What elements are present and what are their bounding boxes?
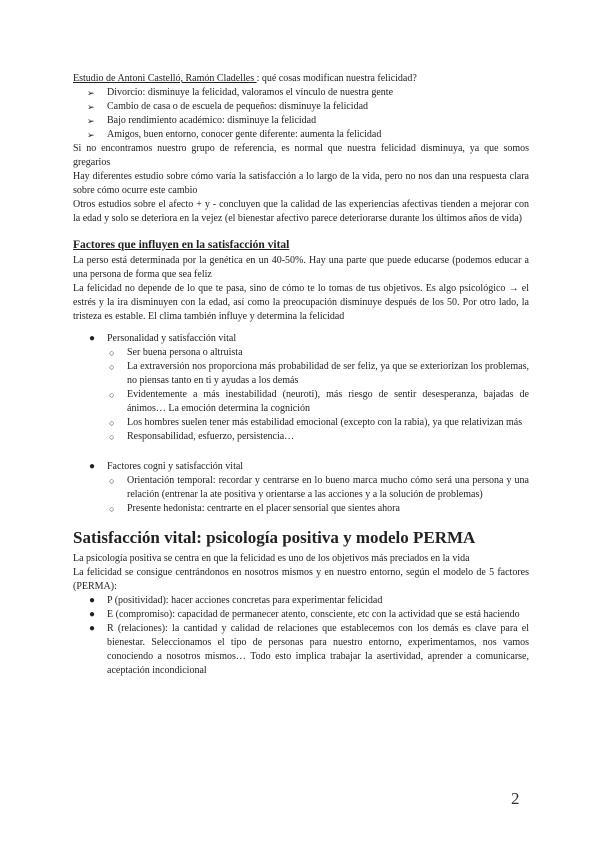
arrow-bullet-icon: ➢: [87, 116, 95, 126]
list-item: ➢ Cambio de casa o de escuela de pequeños: disminuye la felicidad: [87, 101, 369, 112]
study-authors: Estudio de Antoni Castelló, Ramón Cladelles: [73, 73, 257, 84]
arrow-bullet-icon: ➢: [87, 88, 95, 98]
study-question: : qué cosas modifican nuestra felicidad?: [256, 73, 417, 84]
list-item: ● R (relaciones): la cantidad y calidad de relaciones que establecemos con los demás es clave para el bienestar. Seleccionamos el tipo de personas para nuestro entorno, experimentamos, nos vamos conociendo a nosotros mismos… Todo esto implica trabajar la asertividad, aprender a comunicarse, aceptación incondicional: [89, 623, 529, 676]
list-item: ○ Presente hedonista: centrarte en el placer sensorial que sientes ahora: [109, 503, 400, 514]
list-item: ○ Responsabilidad, esfuerzo, persistencia…: [109, 431, 295, 442]
bullet-dot-icon: ●: [89, 595, 96, 606]
list-item: ○ Evidentemente a más inestabilidad (neuroti), más riesgo de sentir desesperanza, bajadas de ánimos… La emoción determina la cognición: [109, 389, 529, 414]
list-item: ○ La extraversión nos proporciona más probabilidad de ser feliz, ya que se exteriorizan los problemas, no piensas tanto en ti y ayudas a los demás: [109, 361, 529, 386]
paragraph: La felicidad no depende de lo que te pasa, sino de cómo te lo tomas de tus objetivos. Es algo psicológico → el estrés y la ira disminuyen con la edad, así como la preocupación disminuye después de los 50. Por otro lado, la tristeza es estable. El clima también influye y determina la felicidad: [73, 283, 529, 322]
list-item: [87, 460, 529, 474]
arrow-bullet-icon: ➢: [87, 130, 95, 140]
paragraph: Hay diferentes estudio sobre cómo varía la satisfacción a lo largo de la vida, pero no nos dan una respuesta clara sobre cómo ocurre este cambio: [73, 171, 529, 196]
bullet-dot-icon: ●: [89, 461, 96, 472]
list-item: ➢ Divorcio: disminuye la felicidad, valoramos el vínculo de nuestra gente: [87, 87, 394, 98]
list-item: ● P (positividad): hacer acciones concretas para experimentar felicidad: [89, 595, 383, 606]
paragraph: La felicidad se consigue centrándonos en nosotros mismos y en nuestro entorno, según el modelo de 5 factores (PERMA):: [73, 567, 529, 592]
circle-bullet-icon: ○: [109, 504, 115, 514]
personalidad-sublist: [73, 346, 529, 444]
page-number: 2: [511, 789, 520, 808]
list-item: ○ Ser buena persona o altruista: [109, 347, 243, 358]
list-item: ➢ Amigos, buen entorno, conocer gente diferente: aumenta la felicidad: [87, 129, 382, 140]
list-item: ● E (compromiso): capacidad de permanecer atento, consciente, etc con la actividad que se está haciendo: [89, 609, 520, 620]
circle-bullet-icon: ○: [109, 432, 115, 442]
paragraph: La perso está determinada por la genética en un 40-50%. Hay una parte que puede educarse (podemos educar a una persona de forma que sea feliz: [73, 255, 529, 280]
circle-bullet-icon: ○: [109, 476, 115, 486]
perma-list: [73, 594, 529, 678]
list-item-label: Factores cogni y satisfacción vital: [107, 461, 244, 472]
list-item: [87, 332, 529, 346]
paragraph: La psicología positiva se centra en que la felicidad es uno de los objetivos más preciados en la vida: [73, 553, 470, 564]
paragraph: Otros estudios sobre el afecto + y - concluyen que la calidad de las experiencias afectivas tienden a mejorar con la edad y solo se deteriora en la vejez (el bienestar afectivo parece deteriorarse durante los últimos años de vida): [73, 199, 529, 224]
list-item: ○ Orientación temporal: recordar y centrarse en lo bueno marca mucho cómo será una persona y una relación (entrenar la ate positiva y orientarse a las acciones y a la solución de problemas): [109, 475, 529, 500]
circle-bullet-icon: ○: [109, 348, 115, 358]
circle-bullet-icon: ○: [109, 362, 115, 372]
study-intro-line: [73, 72, 529, 86]
section-heading-factores: Factores que influyen en la satisfacción vital: [73, 239, 290, 251]
study-findings-list: [73, 86, 529, 142]
section-heading-perma: Satisfacción vital: psicología positiva y modelo PERMA: [73, 528, 476, 547]
factores-list: [73, 332, 529, 346]
paragraph: Si no encontramos nuestro grupo de referencia, es normal que nuestra felicidad disminuya, ya que somos gregarios: [73, 143, 529, 168]
circle-bullet-icon: ○: [109, 390, 115, 400]
factores-list-2: [73, 460, 529, 474]
list-item: ➢ Bajo rendimiento académico: disminuye la felicidad: [87, 115, 317, 126]
bullet-dot-icon: ●: [89, 623, 96, 634]
list-item-label: Personalidad y satisfacción vital: [107, 333, 237, 344]
bullet-dot-icon: ●: [89, 609, 96, 620]
cognitivos-sublist: [73, 474, 529, 516]
arrow-bullet-icon: ➢: [87, 102, 95, 112]
list-item: ○ Los hombres suelen tener más estabilidad emocional (excepto con la rabia), ya que relativizan más: [109, 417, 523, 428]
bullet-dot-icon: ●: [89, 333, 96, 344]
document-page: [73, 72, 529, 678]
circle-bullet-icon: ○: [109, 418, 115, 428]
